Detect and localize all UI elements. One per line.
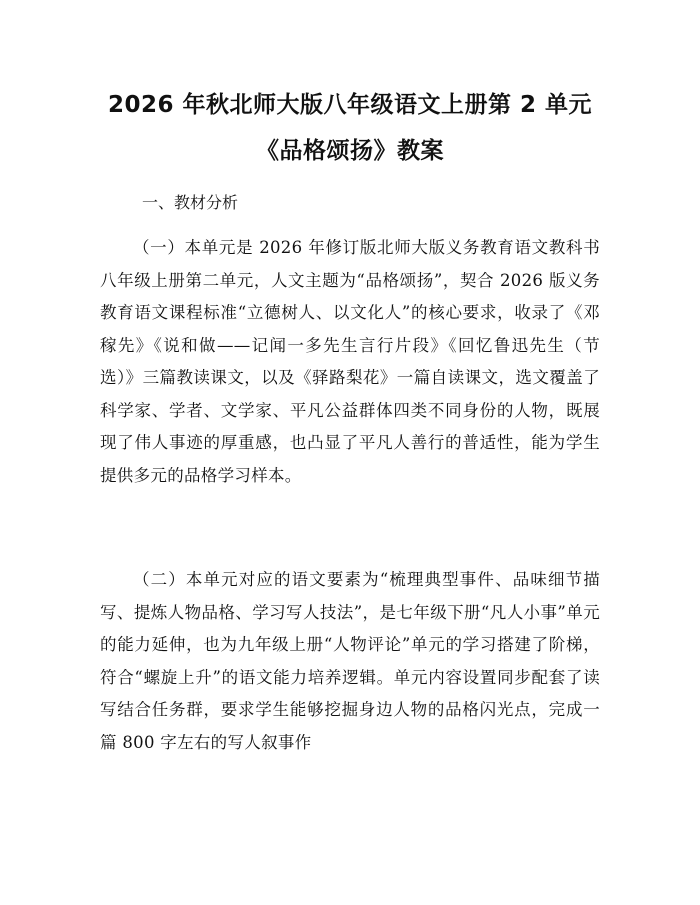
- document-title-line-2: 《品格颂扬》教案: [256, 138, 444, 164]
- paragraph-2: （二）本单元对应的语文要素为“梳理典型事件、品味细节描写、提炼人物品格、学习写人技法”，是七年级下册“凡人小事”单元的能力延伸，也为九年级上册“人物评论”单元的学习搭建了阶梯，符合“螺旋上升”的语文能力培养逻辑。单元内容设置同步配套了读写结合任务群，要求学生能够挖掘身边人物的品格闪光点，完成一篇 800 字左右的写人叙事作: [100, 570, 600, 752]
- paragraph-1: （一）本单元是 2026 年修订版北师大版义务教育语文教科书八年级上册第二单元，人文主题为“品格颂扬”，契合 2026 版义务教育语文课程标准“立德树人、以文化人”的核心要求，收录了《邓稼先》《说和做——记闻一多先生言行片段》《回忆鲁迅先生（节选）》三篇教读课文，以及《驿路梨花》一篇自读课文，选文覆盖了科学家、学者、文学家、平凡公益群体四类不同身份的人物，既展现了伟人事迹的厚重感，也凸显了平凡人善行的普适性，能为学生提供多元的品格学习样本。: [100, 238, 600, 485]
- section-heading: 一、教材分析: [142, 193, 239, 212]
- document-title-line-1: 2026 年秋北师大版八年级语文上册第 2 单元: [107, 92, 593, 118]
